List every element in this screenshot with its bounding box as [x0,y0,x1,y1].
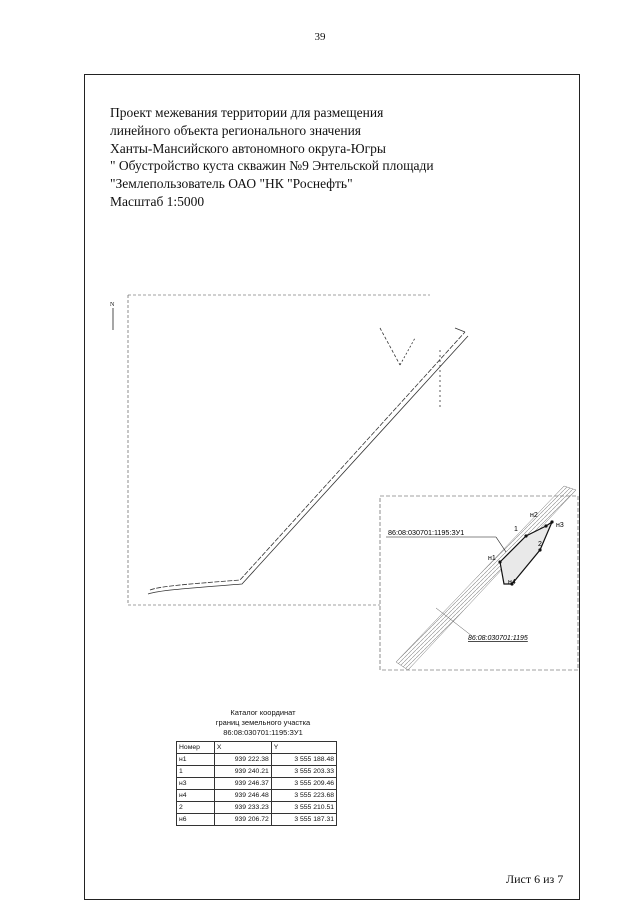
cell-number: 2 [177,802,215,814]
cell-y: 3 555 210.51 [271,802,336,814]
cell-x: 939 246.48 [214,790,271,802]
table-row [177,814,337,826]
title-line: "Землепользователь ОАО "НК "Роснефть" [110,176,353,192]
table-row [177,778,337,790]
header-number: Номер [177,742,215,754]
cell-number: 1 [177,766,215,778]
inset-map [380,486,578,670]
cell-y: 3 555 223.68 [271,790,336,802]
parcel-label: 86:08:030701:1195 [468,635,528,642]
title-line: линейного объекта регионального значения [110,122,362,138]
cell-y: 3 555 188.48 [271,754,336,766]
header-x: X [214,742,271,754]
sheet-label: Лист 6 из 7 [506,872,564,886]
catalog-title [172,708,354,738]
inset-parcel-label: 86:08:030701:1195:ЗУ1 [388,528,465,537]
title-line: Проект межевания территории для размещения [110,105,384,120]
catalog-title-line3: 86:08:030701:1195:ЗУ1 [223,728,303,737]
point-label-2: 2 [538,541,542,548]
table-row [177,754,337,766]
point-label-n3: н3 [556,522,564,529]
cell-number: н4 [177,790,215,802]
table-header-row [177,742,337,754]
cell-x: 939 206.72 [214,814,271,826]
coordinate-table [176,741,337,826]
point-label-n1: н1 [488,555,496,562]
point-label-1: 1 [514,526,518,533]
title-line: " Обустройство куста скважин №9 Энтельской площади [110,158,434,174]
cell-x: 939 246.37 [214,778,271,790]
north-label: N [110,302,115,308]
cell-y: 3 555 209.46 [271,778,336,790]
cell-y: 3 555 203.33 [271,766,336,778]
point-label-n4: н4 [508,579,516,586]
north-arrow-icon [110,302,115,330]
title-block [110,104,530,211]
catalog-title-line1: Каталог координат [230,708,296,717]
cell-y: 3 555 187.31 [271,814,336,826]
title-line: Ханты-Мансийского автономного округа-Югры [110,140,386,156]
table-row [177,766,337,778]
table-row [177,802,337,814]
cell-x: 939 240.21 [214,766,271,778]
scale-line: Масштаб 1:5000 [110,193,205,209]
cell-x: 939 222.38 [214,754,271,766]
cell-number: н1 [177,754,215,766]
catalog-title-line2: границ земельного участка [215,718,311,727]
coordinate-catalog [172,708,354,826]
site-plan-drawing [100,290,580,680]
cell-number: н3 [177,778,215,790]
cell-x: 939 233.23 [214,802,271,814]
cell-number: н6 [177,814,215,826]
header-y: Y [271,742,336,754]
page-number: 39 [314,31,326,43]
table-row [177,790,337,802]
point-label-n2: н2 [530,512,538,519]
